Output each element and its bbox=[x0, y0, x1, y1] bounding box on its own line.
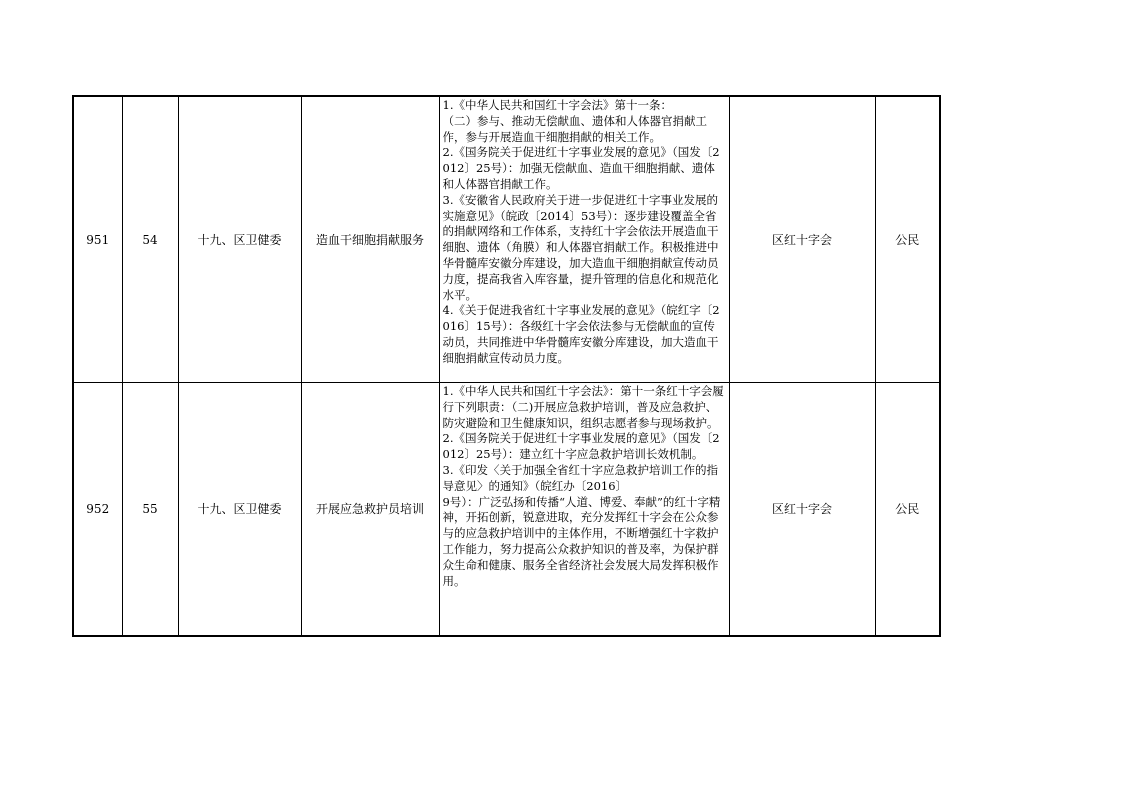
dept-cell: 十九、区卫健委 bbox=[178, 96, 301, 383]
table-row bbox=[73, 383, 940, 637]
item-name-cell: 开展应急救护员培训 bbox=[301, 383, 439, 637]
legal-basis-cell bbox=[439, 96, 729, 383]
legal-basis-cell bbox=[439, 383, 729, 637]
basis-line: 3.《安徽省人民政府关于进一步促进红十字事业发展的实施意见》（皖政〔2014〕53号）：逐步建设覆盖全省的捐献网络和工作体系，支持红十字会依法开展造血干细胞、遗体（角膜）和人体器官捐献工作。积极推进中华骨髓库安徽分库建设，加大造血干细胞捐献宣传动员力度，提高我省入库容量，提升管理的信息化和规范化水平。 bbox=[442, 192, 719, 302]
basis-line: （二）参与、推动无偿献血、遗体和人体器官捐献工作，参与开展造血干细胞捐献的相关工作。 bbox=[442, 113, 707, 144]
sub-seq-cell: 55 bbox=[122, 383, 178, 637]
subject-cell: 区红十字会 bbox=[729, 383, 875, 637]
basis-line: 2.《国务院关于促进红十字事业发展的意见》（国发〔2012〕25号）：建立红十字应急救护培训长效机制。 bbox=[442, 431, 720, 462]
basis-line: 1.《中华人民共和国红十字会法》第十一条： bbox=[442, 98, 672, 112]
service-table bbox=[72, 95, 941, 637]
subject-cell: 区红十字会 bbox=[729, 96, 875, 383]
target-cell: 公民 bbox=[875, 96, 940, 383]
basis-line: 9号）：广泛弘扬和传播“人道、博爱、奉献”的红十字精神，开拓创新，锐意进取，充分发挥红十字会在公众参与的应急救护培训中的主体作用，不断增强红十字救护工作能力，努力提高公众救护知识的普及率，为保护群众生命和健康、服务全省经济社会发展大局发挥积极作用。 bbox=[442, 494, 721, 588]
basis-line: 4.《关于促进我省红十字事业发展的意见》（皖红字〔2016〕15号）：各级红十字会依法参与无偿献血的宣传动员，共同推进中华骨髓库安徽分库建设，加大造血干细胞捐献宣传动员力度。 bbox=[442, 303, 720, 365]
dept-cell: 十九、区卫健委 bbox=[178, 383, 301, 637]
item-name-cell: 造血干细胞捐献服务 bbox=[301, 96, 439, 383]
seq-cell: 952 bbox=[73, 383, 122, 637]
basis-line: 3.《印发〈关于加强全省红十字应急救护培训工作的指导意见〉的通知》（皖红办〔2016〕 bbox=[442, 462, 718, 493]
basis-line: 2.《国务院关于促进红十字事业发展的意见》（国发〔2012〕25号）：加强无偿献血、造血干细胞捐献、遗体和人体器官捐献工作。 bbox=[442, 145, 720, 191]
seq-cell: 951 bbox=[73, 96, 122, 383]
target-cell: 公民 bbox=[875, 383, 940, 637]
sub-seq-cell: 54 bbox=[122, 96, 178, 383]
basis-line: 1.《中华人民共和国红十字会法》：第十一条红十字会履行下列职责：（二)开展应急救护培训，普及应急救护、防灾避险和卫生健康知识，组织志愿者参与现场救护。 bbox=[442, 384, 724, 430]
table-row bbox=[73, 96, 940, 383]
